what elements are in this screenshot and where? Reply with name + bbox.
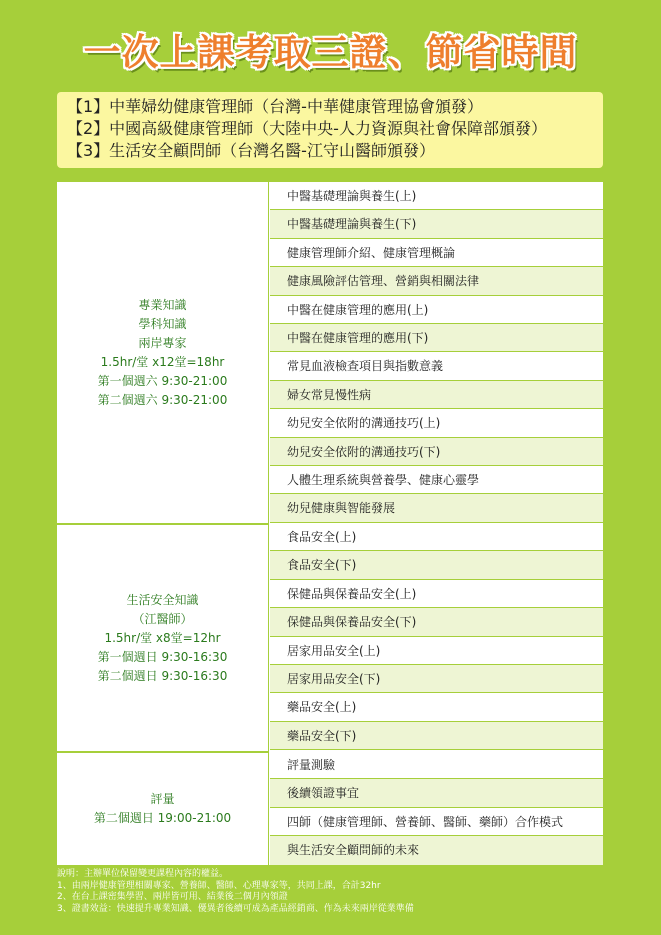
info-line: 第二個週日 19:00-21:00 [93, 811, 232, 825]
info-line: 第一個週日 9:30-16:30 [97, 649, 228, 664]
course-row: 常見血液檢查項目與指數意義 [270, 352, 603, 380]
course-row: 婦女常見慢性病 [270, 381, 603, 409]
course-row: 食品安全(下) [270, 551, 603, 579]
certificate-item: 【3】生活安全顧問師（台灣名醫-江守山醫師頒發） [67, 141, 435, 160]
course-row: 幼兒健康與智能發展 [270, 494, 603, 522]
course-row: 中醫基礎理論與養生(上) [270, 182, 603, 210]
course-list [270, 751, 603, 865]
note-line: 1、由兩岸健康管理相關專家、營養師、醫師、心理專家等，共同上課，合計32hr [57, 880, 381, 891]
course-row: 健康風險評估管理、營銷與相關法律 [270, 267, 603, 295]
course-row: 食品安全(上) [270, 523, 603, 551]
certificate-list [57, 92, 603, 168]
info-line: 專業知識 [138, 297, 187, 312]
section-info [57, 523, 269, 751]
page-title: 一次上課考取三證、節省時間 [83, 31, 578, 74]
course-schedule-table [57, 182, 603, 865]
info-line: 第二個週六 9:30-21:00 [97, 392, 228, 407]
course-row: 幼兒安全依附的溝通技巧(下) [270, 438, 603, 466]
course-list [270, 523, 603, 751]
certificate-item: 【2】中國高級健康管理師（大陸中央-人力資源與社會保障部頒發） [67, 119, 547, 138]
info-line: 學科知識 [138, 316, 187, 331]
info-line: 生活安全知識 [126, 592, 199, 607]
course-row: 居家用品安全(上) [270, 637, 603, 665]
course-row: 幼兒安全依附的溝通技巧(上) [270, 409, 603, 437]
note-line: 2、在台上課密集學習、兩岸皆可用、結業後二個月內領證 [57, 892, 288, 902]
note-line: 說明：主辦單位保留變更課程內容的權益。 [57, 869, 229, 879]
course-row: 保健品與保養品安全(上) [270, 580, 603, 608]
info-line: 評量 [150, 792, 175, 806]
course-list [270, 182, 603, 523]
course-row: 藥品安全(下) [270, 722, 603, 750]
course-row: 健康管理師介紹、健康管理概論 [270, 239, 603, 267]
course-row: 中醫在健康管理的應用(下) [270, 324, 603, 352]
course-row: 中醫在健康管理的應用(上) [270, 296, 603, 324]
info-line: 兩岸專家 [138, 335, 187, 350]
course-row: 與生活安全顧問師的未來 [270, 836, 603, 864]
footnotes [57, 869, 617, 915]
section-info [57, 182, 269, 523]
info-line: （江醫師） [132, 611, 193, 626]
section-life-safety-knowledge [57, 523, 603, 751]
section-professional-knowledge [57, 182, 603, 523]
section-assessment [57, 751, 603, 865]
info-line: 第一個週六 9:30-21:00 [97, 373, 228, 388]
course-row: 評量測驗 [270, 751, 603, 779]
course-row: 居家用品安全(下) [270, 665, 603, 693]
course-row: 四師（健康管理師、營養師、醫師、藥師）合作模式 [270, 808, 603, 836]
course-row: 後續領證事宜 [270, 779, 603, 807]
info-line: 第二個週日 9:30-16:30 [97, 668, 228, 683]
course-row: 人體生理系統與營養學、健康心靈學 [270, 466, 603, 494]
info-line: 1.5hr/堂 x12堂=18hr [100, 354, 225, 369]
course-row: 中醫基礎理論與養生(下) [270, 210, 603, 238]
info-line: 1.5hr/堂 x8堂=12hr [104, 630, 221, 645]
certificate-item: 【1】中華婦幼健康管理師（台灣-中華健康管理協會頒發） [67, 97, 483, 116]
section-info [57, 751, 269, 865]
course-row: 保健品與保養品安全(下) [270, 608, 603, 636]
note-line: 3、證書效益：快速提升專業知識、優異者後續可成為產品經銷商、作為未來兩岸從業準備 [57, 903, 414, 914]
course-row: 藥品安全(上) [270, 693, 603, 721]
